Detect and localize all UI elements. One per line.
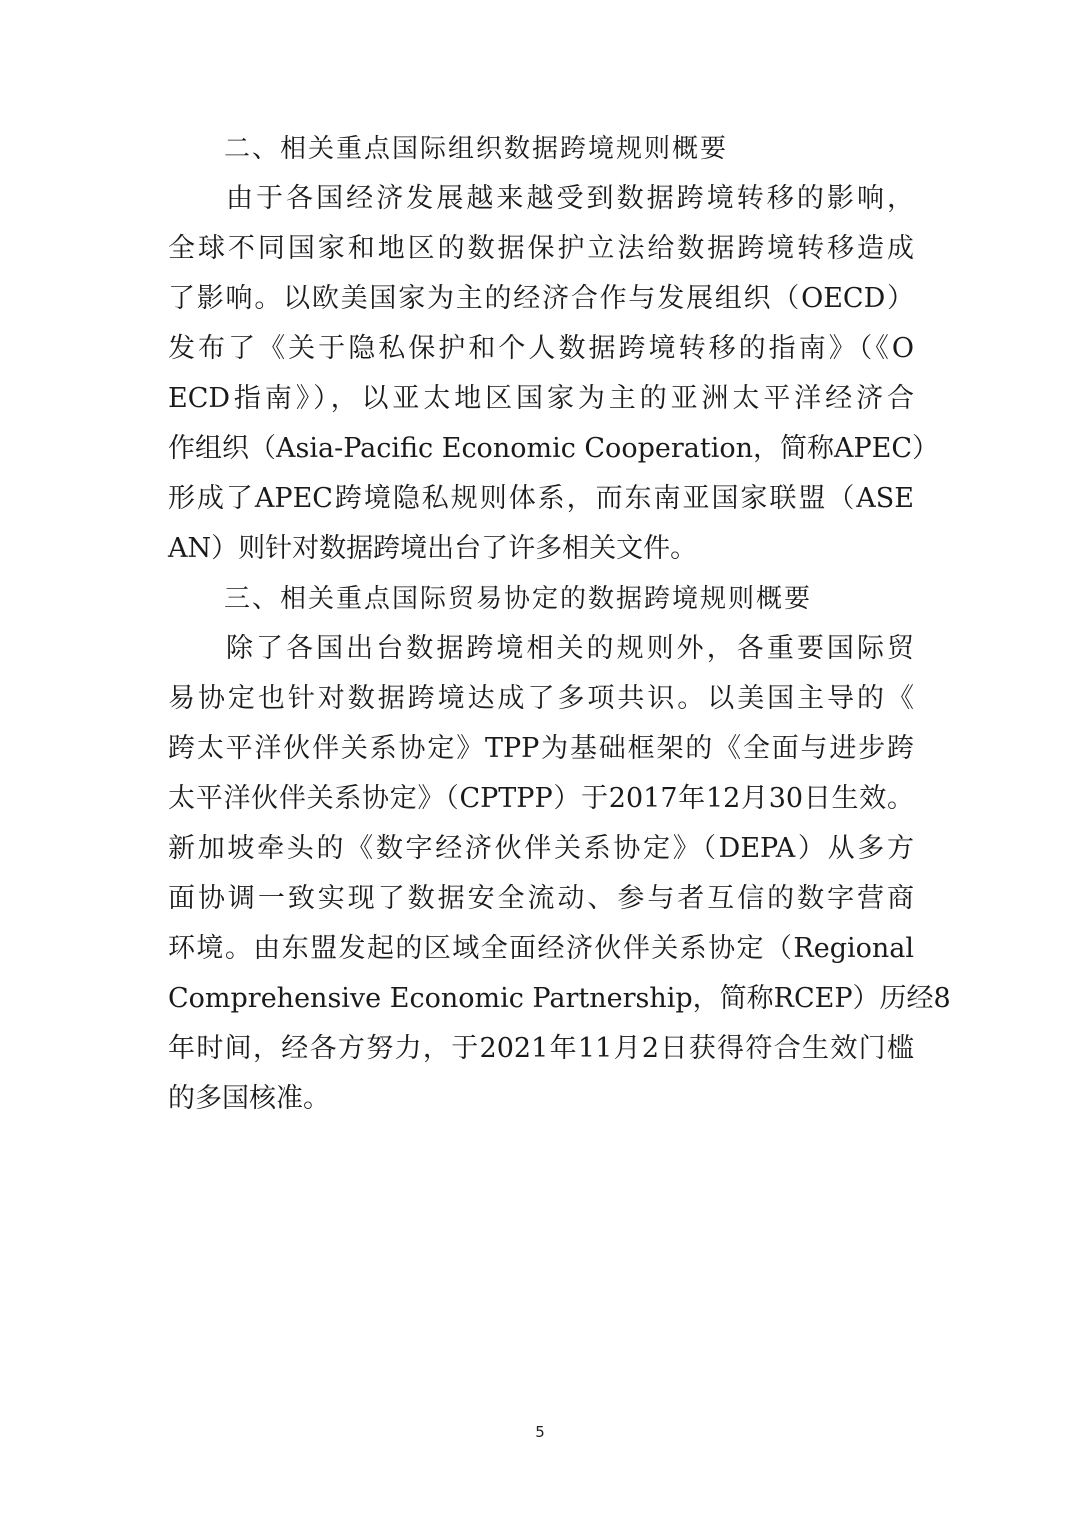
paragraph-line: 形成了APEC跨境隐私规则体系，而东南亚国家联盟（ASE — [168, 483, 914, 514]
paragraph-line: 太平洋伙伴关系协定》（CPTPP）于2017年12月30日生效。 — [168, 783, 914, 814]
paragraph-line: 年时间，经各方努力，于2021年11月2日获得符合生效门槛 — [168, 1033, 914, 1064]
document-body — [168, 124, 951, 1124]
paragraph-line: 新加坡牵头的《数字经济伙伴关系协定》（DEPA）从多方 — [168, 833, 914, 864]
paragraph-line: 面协调一致实现了数据安全流动、参与者互信的数字营商 — [168, 883, 914, 914]
paragraph-line: 跨太平洋伙伴关系协定》TPP为基础框架的《全面与进步跨 — [168, 733, 914, 764]
paragraph-line: 由于各国经济发展越来越受到数据跨境转移的影响， — [226, 183, 914, 214]
paragraph-line: 环境。由东盟发起的区域全面经济伙伴关系协定（Regional — [168, 933, 914, 964]
paragraph-line: 发布了《关于隐私保护和个人数据跨境转移的指南》（《O — [168, 333, 914, 364]
paragraph-line: 易协定也针对数据跨境达成了多项共识。以美国主导的《 — [168, 683, 914, 714]
paragraph-line: Comprehensive Economic Partnership，简称RCEP）历经8 — [168, 983, 951, 1014]
section-2-heading: 二、相关重点国际组织数据跨境规则概要 — [224, 134, 729, 164]
section-2-paragraph — [168, 174, 940, 574]
paragraph-line: 除了各国出台数据跨境相关的规则外，各重要国际贸 — [226, 633, 914, 664]
section-3-paragraph — [168, 624, 951, 1124]
paragraph-line: 了影响。以欧美国家为主的经济合作与发展组织（OECD） — [168, 283, 914, 314]
section-3-heading: 三、相关重点国际贸易协定的数据跨境规则概要 — [224, 584, 813, 614]
paragraph-line: AN）则针对数据跨境出台了许多相关文件。 — [168, 533, 698, 564]
paragraph-line: 全球不同国家和地区的数据保护立法给数据跨境转移造成 — [168, 233, 914, 264]
page-number: 5 — [535, 1423, 545, 1441]
paragraph-line: ECD指南》），以亚太地区国家为主的亚洲太平洋经济合 — [168, 383, 914, 414]
paragraph-line: 的多国核准。 — [168, 1083, 330, 1114]
paragraph-line: 作组织（Asia-Pacific Economic Cooperation，简称APEC） — [168, 433, 940, 464]
